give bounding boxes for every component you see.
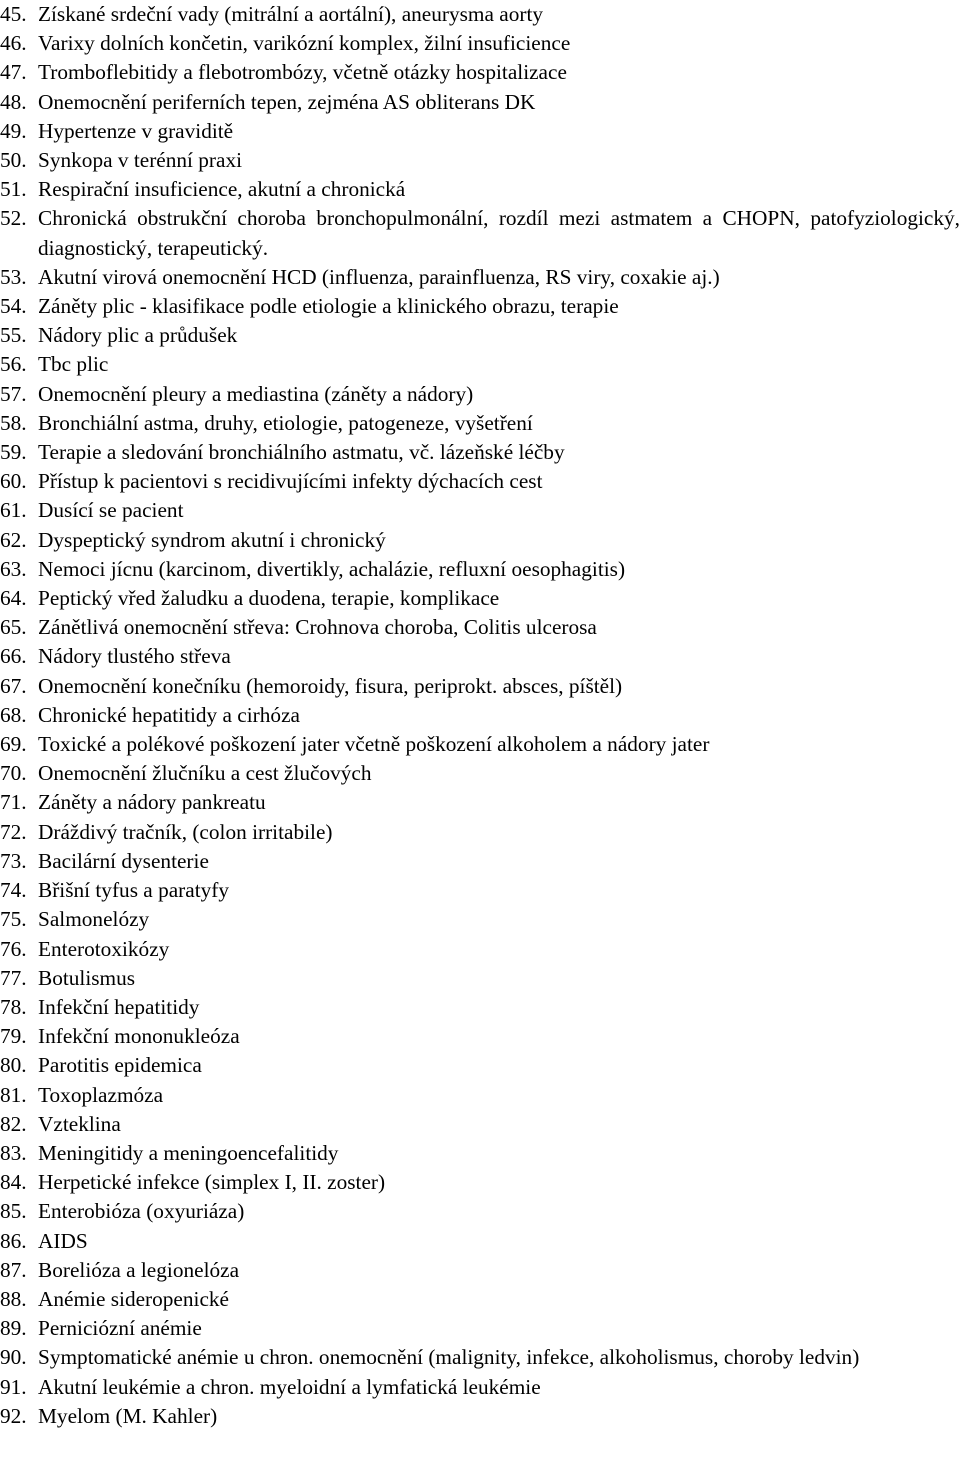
item-text: Toxoplazmóza bbox=[38, 1082, 164, 1107]
list-item bbox=[0, 350, 960, 379]
list-item bbox=[0, 905, 960, 934]
item-text: AIDS bbox=[38, 1228, 88, 1253]
item-number: 50. bbox=[0, 148, 27, 173]
item-text: Tbc plic bbox=[38, 352, 109, 377]
list-item bbox=[0, 1081, 960, 1110]
item-text: Borelióza a legionelóza bbox=[38, 1257, 240, 1282]
list-item bbox=[0, 1197, 960, 1226]
list-item bbox=[0, 1256, 960, 1285]
item-number: 66. bbox=[0, 644, 27, 669]
list-item bbox=[0, 1022, 960, 1051]
item-number: 88. bbox=[0, 1286, 27, 1311]
list-item bbox=[0, 993, 960, 1022]
item-number: 57. bbox=[0, 381, 27, 406]
item-number: 85. bbox=[0, 1199, 27, 1224]
list-item bbox=[0, 584, 960, 613]
item-text: Akutní leukémie a chron. myeloidní a lymfatická leukémie bbox=[38, 1374, 541, 1399]
list-item bbox=[0, 1402, 960, 1431]
item-text: Nádory tlustého střeva bbox=[38, 644, 231, 669]
item-text: Onemocnění periferních tepen, zejména AS obliterans DK bbox=[38, 89, 536, 114]
list-item bbox=[0, 88, 960, 117]
item-number: 90. bbox=[0, 1345, 27, 1370]
item-text: Herpetické infekce (simplex I, II. zoster) bbox=[38, 1170, 386, 1195]
list-item bbox=[0, 526, 960, 555]
item-text: Vzteklina bbox=[38, 1111, 121, 1136]
item-number: 46. bbox=[0, 31, 27, 56]
item-number: 92. bbox=[0, 1403, 27, 1428]
item-text: Anémie sideropenické bbox=[38, 1286, 230, 1311]
item-number: 89. bbox=[0, 1316, 27, 1341]
item-number: 70. bbox=[0, 761, 27, 786]
item-text: Symptomatické anémie u chron. onemocnění (malignity, infekce, alkoholismus, choroby ledvin) bbox=[38, 1345, 860, 1370]
item-number: 47. bbox=[0, 60, 27, 85]
item-text: Chronická obstrukční choroba bronchopulmonální, rozdíl mezi astmatem a CHOPN, patofyziologický, diagnostický, terapeutický. bbox=[38, 206, 960, 260]
item-number: 67. bbox=[0, 673, 27, 698]
item-text: Botulismus bbox=[38, 965, 136, 990]
item-number: 73. bbox=[0, 848, 27, 873]
list-item bbox=[0, 555, 960, 584]
item-text: Nádory plic a průdušek bbox=[38, 323, 238, 348]
item-text: Enterotoxikózy bbox=[38, 936, 170, 961]
item-number: 62. bbox=[0, 527, 27, 552]
item-number: 48. bbox=[0, 89, 27, 114]
item-text: Chronické hepatitidy a cirhóza bbox=[38, 702, 300, 727]
item-text: Varixy dolních končetin, varikózní komplex, žilní insuficience bbox=[38, 31, 571, 56]
list-item bbox=[0, 1168, 960, 1197]
item-number: 87. bbox=[0, 1257, 27, 1282]
item-number: 61. bbox=[0, 498, 27, 523]
item-number: 59. bbox=[0, 440, 27, 465]
list-item bbox=[0, 701, 960, 730]
list-item bbox=[0, 292, 960, 321]
item-number: 69. bbox=[0, 732, 27, 757]
item-text: Infekční mononukleóza bbox=[38, 1024, 240, 1049]
item-number: 79. bbox=[0, 1024, 27, 1049]
item-number: 71. bbox=[0, 790, 27, 815]
item-text: Onemocnění konečníku (hemoroidy, fisura, periprokt. absces, píštěl) bbox=[38, 673, 623, 698]
item-number: 86. bbox=[0, 1228, 27, 1253]
list-item bbox=[0, 0, 960, 29]
list-item bbox=[0, 117, 960, 146]
item-text: Nemoci jícnu (karcinom, divertikly, achalázie, refluxní oesophagitis) bbox=[38, 556, 626, 581]
list-item bbox=[0, 672, 960, 701]
item-number: 72. bbox=[0, 819, 27, 844]
list-item bbox=[0, 204, 960, 262]
list-item bbox=[0, 642, 960, 671]
list-item bbox=[0, 818, 960, 847]
item-number: 83. bbox=[0, 1140, 27, 1165]
item-number: 55. bbox=[0, 323, 27, 348]
list-item bbox=[0, 1314, 960, 1343]
item-number: 45. bbox=[0, 2, 27, 26]
item-text: Získané srdeční vady (mitrální a aortální), aneurysma aorty bbox=[38, 2, 544, 26]
item-text: Infekční hepatitidy bbox=[38, 994, 200, 1019]
item-number: 60. bbox=[0, 469, 27, 494]
item-number: 49. bbox=[0, 118, 27, 143]
list-item bbox=[0, 876, 960, 905]
item-number: 63. bbox=[0, 556, 27, 581]
item-text: Meningitidy a meningoencefalitidy bbox=[38, 1140, 339, 1165]
list-item bbox=[0, 175, 960, 204]
list-item bbox=[0, 788, 960, 817]
list-item bbox=[0, 935, 960, 964]
list-item bbox=[0, 1373, 960, 1402]
item-number: 84. bbox=[0, 1170, 27, 1195]
item-text: Záněty plic - klasifikace podle etiologie a klinického obrazu, terapie bbox=[38, 294, 619, 319]
item-number: 65. bbox=[0, 615, 27, 640]
list-item bbox=[0, 1139, 960, 1168]
item-number: 64. bbox=[0, 586, 27, 611]
item-text: Přístup k pacientovi s recidivujícími infekty dýchacích cest bbox=[38, 469, 543, 494]
item-text: Zánětlivá onemocnění střeva: Crohnova choroba, Colitis ulcerosa bbox=[38, 615, 597, 640]
list-item bbox=[0, 759, 960, 788]
list-item bbox=[0, 321, 960, 350]
item-number: 78. bbox=[0, 994, 27, 1019]
item-text: Peptický vřed žaludku a duodena, terapie, komplikace bbox=[38, 586, 500, 611]
list-item bbox=[0, 496, 960, 525]
list-item bbox=[0, 146, 960, 175]
list-item bbox=[0, 1051, 960, 1080]
list-item bbox=[0, 1110, 960, 1139]
item-text: Břišní tyfus a paratyfy bbox=[38, 878, 230, 903]
item-text: Enterobióza (oxyuriáza) bbox=[38, 1199, 245, 1224]
item-number: 68. bbox=[0, 702, 27, 727]
list-item bbox=[0, 964, 960, 993]
list-item bbox=[0, 58, 960, 87]
item-text: Bronchiální astma, druhy, etiologie, patogeneze, vyšetření bbox=[38, 410, 533, 435]
item-number: 82. bbox=[0, 1111, 27, 1136]
item-text: Bacilární dysenterie bbox=[38, 848, 209, 873]
list-item bbox=[0, 467, 960, 496]
list-item bbox=[0, 1285, 960, 1314]
item-text: Myelom (M. Kahler) bbox=[38, 1403, 218, 1428]
item-number: 58. bbox=[0, 410, 27, 435]
list-item bbox=[0, 29, 960, 58]
item-text: Akutní virová onemocnění HCD (influenza, parainfluenza, RS viry, coxakie aj.) bbox=[38, 264, 720, 289]
list-item bbox=[0, 409, 960, 438]
item-text: Záněty a nádory pankreatu bbox=[38, 790, 266, 815]
item-number: 51. bbox=[0, 177, 27, 202]
item-text: Synkopa v terénní praxi bbox=[38, 148, 243, 173]
item-text: Perniciózní anémie bbox=[38, 1316, 202, 1341]
list-item bbox=[0, 1227, 960, 1256]
item-text: Onemocnění žlučníku a cest žlučových bbox=[38, 761, 372, 786]
list-item bbox=[0, 613, 960, 642]
item-text: Hypertenze v graviditě bbox=[38, 118, 234, 143]
item-text: Terapie a sledování bronchiálního astmatu, vč. lázeňské léčby bbox=[38, 440, 565, 465]
item-number: 77. bbox=[0, 965, 27, 990]
item-number: 91. bbox=[0, 1374, 27, 1399]
item-text: Salmonelózy bbox=[38, 907, 150, 932]
item-text: Respirační insuficience, akutní a chronická bbox=[38, 177, 406, 202]
item-text: Toxické a polékové poškození jater včetně poškození alkoholem a nádory jater bbox=[38, 732, 710, 757]
list-item bbox=[0, 380, 960, 409]
item-number: 75. bbox=[0, 907, 27, 932]
list-item bbox=[0, 1343, 960, 1372]
item-number: 53. bbox=[0, 264, 27, 289]
item-text: Dyspeptický syndrom akutní i chronický bbox=[38, 527, 386, 552]
item-text: Dusící se pacient bbox=[38, 498, 184, 523]
item-number: 56. bbox=[0, 352, 27, 377]
item-number: 80. bbox=[0, 1053, 27, 1078]
item-number: 74. bbox=[0, 878, 27, 903]
item-number: 81. bbox=[0, 1082, 27, 1107]
list-item bbox=[0, 730, 960, 759]
item-number: 54. bbox=[0, 294, 27, 319]
item-number: 52. bbox=[0, 206, 27, 231]
item-number: 76. bbox=[0, 936, 27, 961]
list-item bbox=[0, 847, 960, 876]
item-text: Tromboflebitidy a flebotrombózy, včetně otázky hospitalizace bbox=[38, 60, 567, 85]
item-text: Parotitis epidemica bbox=[38, 1053, 202, 1078]
item-text: Dráždivý tračník, (colon irritabile) bbox=[38, 819, 333, 844]
item-text: Onemocnění pleury a mediastina (záněty a nádory) bbox=[38, 381, 474, 406]
list-item bbox=[0, 263, 960, 292]
list-item bbox=[0, 438, 960, 467]
